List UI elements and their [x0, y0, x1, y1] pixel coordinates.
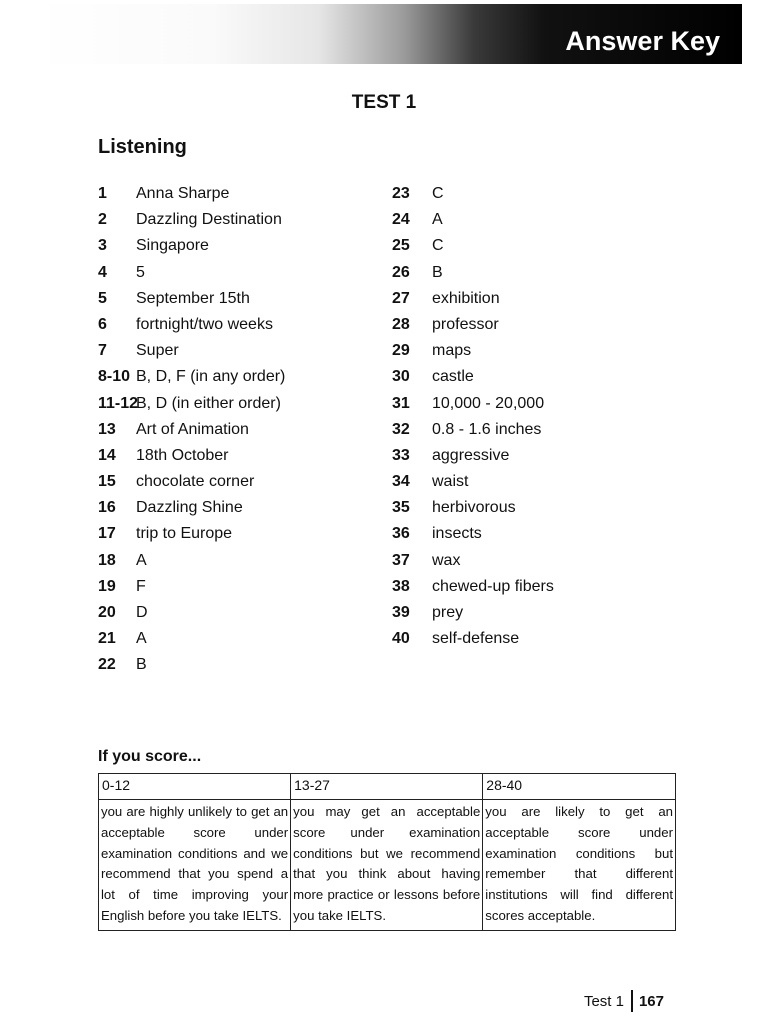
answer-text: F: [136, 577, 146, 595]
answer-row: [392, 260, 554, 286]
answer-text: C: [432, 237, 444, 255]
question-number: 24: [392, 211, 410, 229]
header-band: [36, 4, 742, 64]
answer-row: [98, 233, 285, 259]
question-number: 40: [392, 630, 410, 648]
question-number: 37: [392, 551, 410, 569]
answers-left-column: [98, 181, 285, 679]
answer-text: castle: [432, 368, 474, 386]
answer-text: herbivorous: [432, 499, 516, 517]
answer-row: [392, 312, 554, 338]
question-number: 36: [392, 525, 410, 543]
answer-text: insects: [432, 525, 482, 543]
footer-label: Test 1: [583, 992, 624, 1010]
answer-text: exhibition: [432, 289, 500, 307]
page-footer: [584, 990, 664, 1012]
question-number: 7: [98, 342, 107, 360]
question-number: 15: [98, 473, 116, 491]
answer-text: B, D (in either order): [136, 394, 281, 412]
answer-row: [98, 548, 285, 574]
answer-text: Singapore: [136, 237, 209, 255]
answer-row: [392, 600, 554, 626]
test-title: TEST 1: [351, 92, 417, 113]
answer-row: [392, 233, 554, 259]
question-number: 22: [98, 656, 116, 674]
answer-text: self-defense: [432, 630, 520, 648]
question-number: 20: [98, 604, 116, 621]
question-number: 2: [98, 211, 107, 229]
footer-divider: [631, 990, 633, 1012]
answer-row: [98, 443, 285, 469]
answer-text: 0.8 - 1.6 inches: [432, 420, 542, 438]
question-number: 16: [98, 499, 116, 517]
question-number: 29: [392, 342, 410, 360]
answer-row: [98, 181, 285, 207]
answer-row: [392, 443, 554, 469]
answer-row: [98, 338, 285, 364]
answer-text: fortnight/two weeks: [136, 315, 273, 333]
score-table: [98, 773, 676, 931]
question-number: 8-10: [98, 368, 131, 386]
score-header-row: [99, 774, 676, 800]
answer-row: [392, 181, 554, 207]
answer-row: [98, 312, 285, 338]
answer-row: [98, 600, 285, 626]
score-description-low: you are highly unlikely to get an acceptable score under examination conditions and we recommend that you spend a lot of time improving your English before you take IELTS.: [99, 800, 291, 931]
answer-row: [98, 521, 285, 547]
question-number: 30: [392, 368, 410, 386]
question-number: 26: [392, 263, 410, 281]
question-number: 32: [392, 420, 410, 438]
answer-row: [98, 495, 285, 521]
question-number: 6: [98, 315, 107, 333]
question-number: 33: [392, 446, 410, 464]
answer-text: 18th October: [136, 446, 229, 464]
score-range-high: 28-40: [483, 774, 676, 800]
answer-row: [98, 469, 285, 495]
answer-row: [98, 286, 285, 312]
answer-row: [392, 364, 554, 390]
answer-text: prey: [432, 604, 464, 621]
score-description-row: [99, 800, 676, 931]
question-number: 25: [392, 237, 410, 255]
question-number: 17: [98, 525, 116, 543]
question-number: 13: [98, 420, 116, 438]
score-description-mid: you may get an acceptable score under examination conditions but we recommend that you think about having more practice or lessons before you take IELTS.: [291, 800, 483, 931]
answer-text: B: [432, 263, 443, 281]
answer-text: B, D, F (in any order): [136, 368, 286, 386]
answer-row: [98, 626, 285, 652]
answer-text: C: [432, 185, 444, 202]
answer-row: [392, 469, 554, 495]
question-number: 1: [98, 185, 107, 202]
section-title: Listening: [98, 136, 187, 158]
answer-text: September 15th: [136, 289, 250, 307]
answer-text: D: [136, 604, 148, 621]
question-number: 38: [392, 577, 410, 595]
score-range-mid: 13-27: [291, 774, 483, 800]
answer-row: [392, 495, 554, 521]
score-range-low: 0-12: [99, 774, 291, 800]
answer-row: [98, 574, 285, 600]
page-number: 167: [638, 992, 664, 1010]
question-number: 34: [392, 473, 410, 491]
answer-text: chewed-up fibers: [432, 577, 554, 595]
answer-text: Art of Animation: [136, 420, 249, 438]
question-number: 31: [392, 394, 410, 412]
answer-row: [392, 338, 554, 364]
answer-text: 10,000 - 20,000: [432, 394, 545, 412]
answer-row: [98, 260, 285, 286]
question-number: 28: [392, 315, 410, 333]
answer-row: [98, 391, 285, 417]
question-number: 21: [98, 630, 116, 648]
question-number: 39: [392, 604, 410, 621]
answer-text: wax: [432, 551, 461, 569]
score-title: If you score...: [98, 748, 202, 765]
answer-text: Dazzling Destination: [136, 211, 282, 229]
answer-row: [392, 626, 554, 652]
answer-text: B: [136, 656, 147, 674]
question-number: 4: [98, 263, 107, 281]
answer-text: waist: [432, 473, 469, 491]
question-number: 5: [98, 289, 107, 307]
answer-row: [392, 391, 554, 417]
question-number: 11-12: [98, 394, 139, 412]
answer-text: maps: [432, 342, 472, 360]
answer-text: A: [136, 551, 147, 569]
answers-right-column: [392, 181, 554, 652]
answer-row: [392, 207, 554, 233]
answer-row: [392, 521, 554, 547]
answer-row: [392, 286, 554, 312]
question-number: 18: [98, 551, 116, 569]
question-number: 19: [98, 577, 116, 595]
answer-text: trip to Europe: [136, 525, 233, 543]
answer-row: [98, 652, 285, 678]
header-title: Answer Key: [565, 26, 720, 56]
score-description-high: you are likely to get an acceptable score under examination conditions but remember that different institutions will find different scores acceptable.: [483, 800, 676, 931]
question-number: 23: [392, 185, 410, 202]
answer-text: Super: [136, 342, 179, 360]
answer-text: A: [432, 211, 443, 229]
answer-row: [392, 417, 554, 443]
question-number: 27: [392, 289, 410, 307]
answer-text: professor: [432, 315, 499, 333]
question-number: 3: [98, 237, 107, 255]
answer-text: Dazzling Shine: [136, 499, 243, 517]
answer-text: A: [136, 630, 147, 648]
question-number: 35: [392, 499, 410, 517]
answer-text: Anna Sharpe: [136, 185, 230, 202]
answer-row: [98, 417, 285, 443]
answer-row: [98, 364, 285, 390]
answer-row: [392, 574, 554, 600]
question-number: 14: [98, 446, 116, 464]
answer-text: aggressive: [432, 446, 510, 464]
answer-row: [392, 548, 554, 574]
answer-text: 5: [136, 263, 145, 281]
answer-text: chocolate corner: [136, 473, 255, 491]
answer-row: [98, 207, 285, 233]
